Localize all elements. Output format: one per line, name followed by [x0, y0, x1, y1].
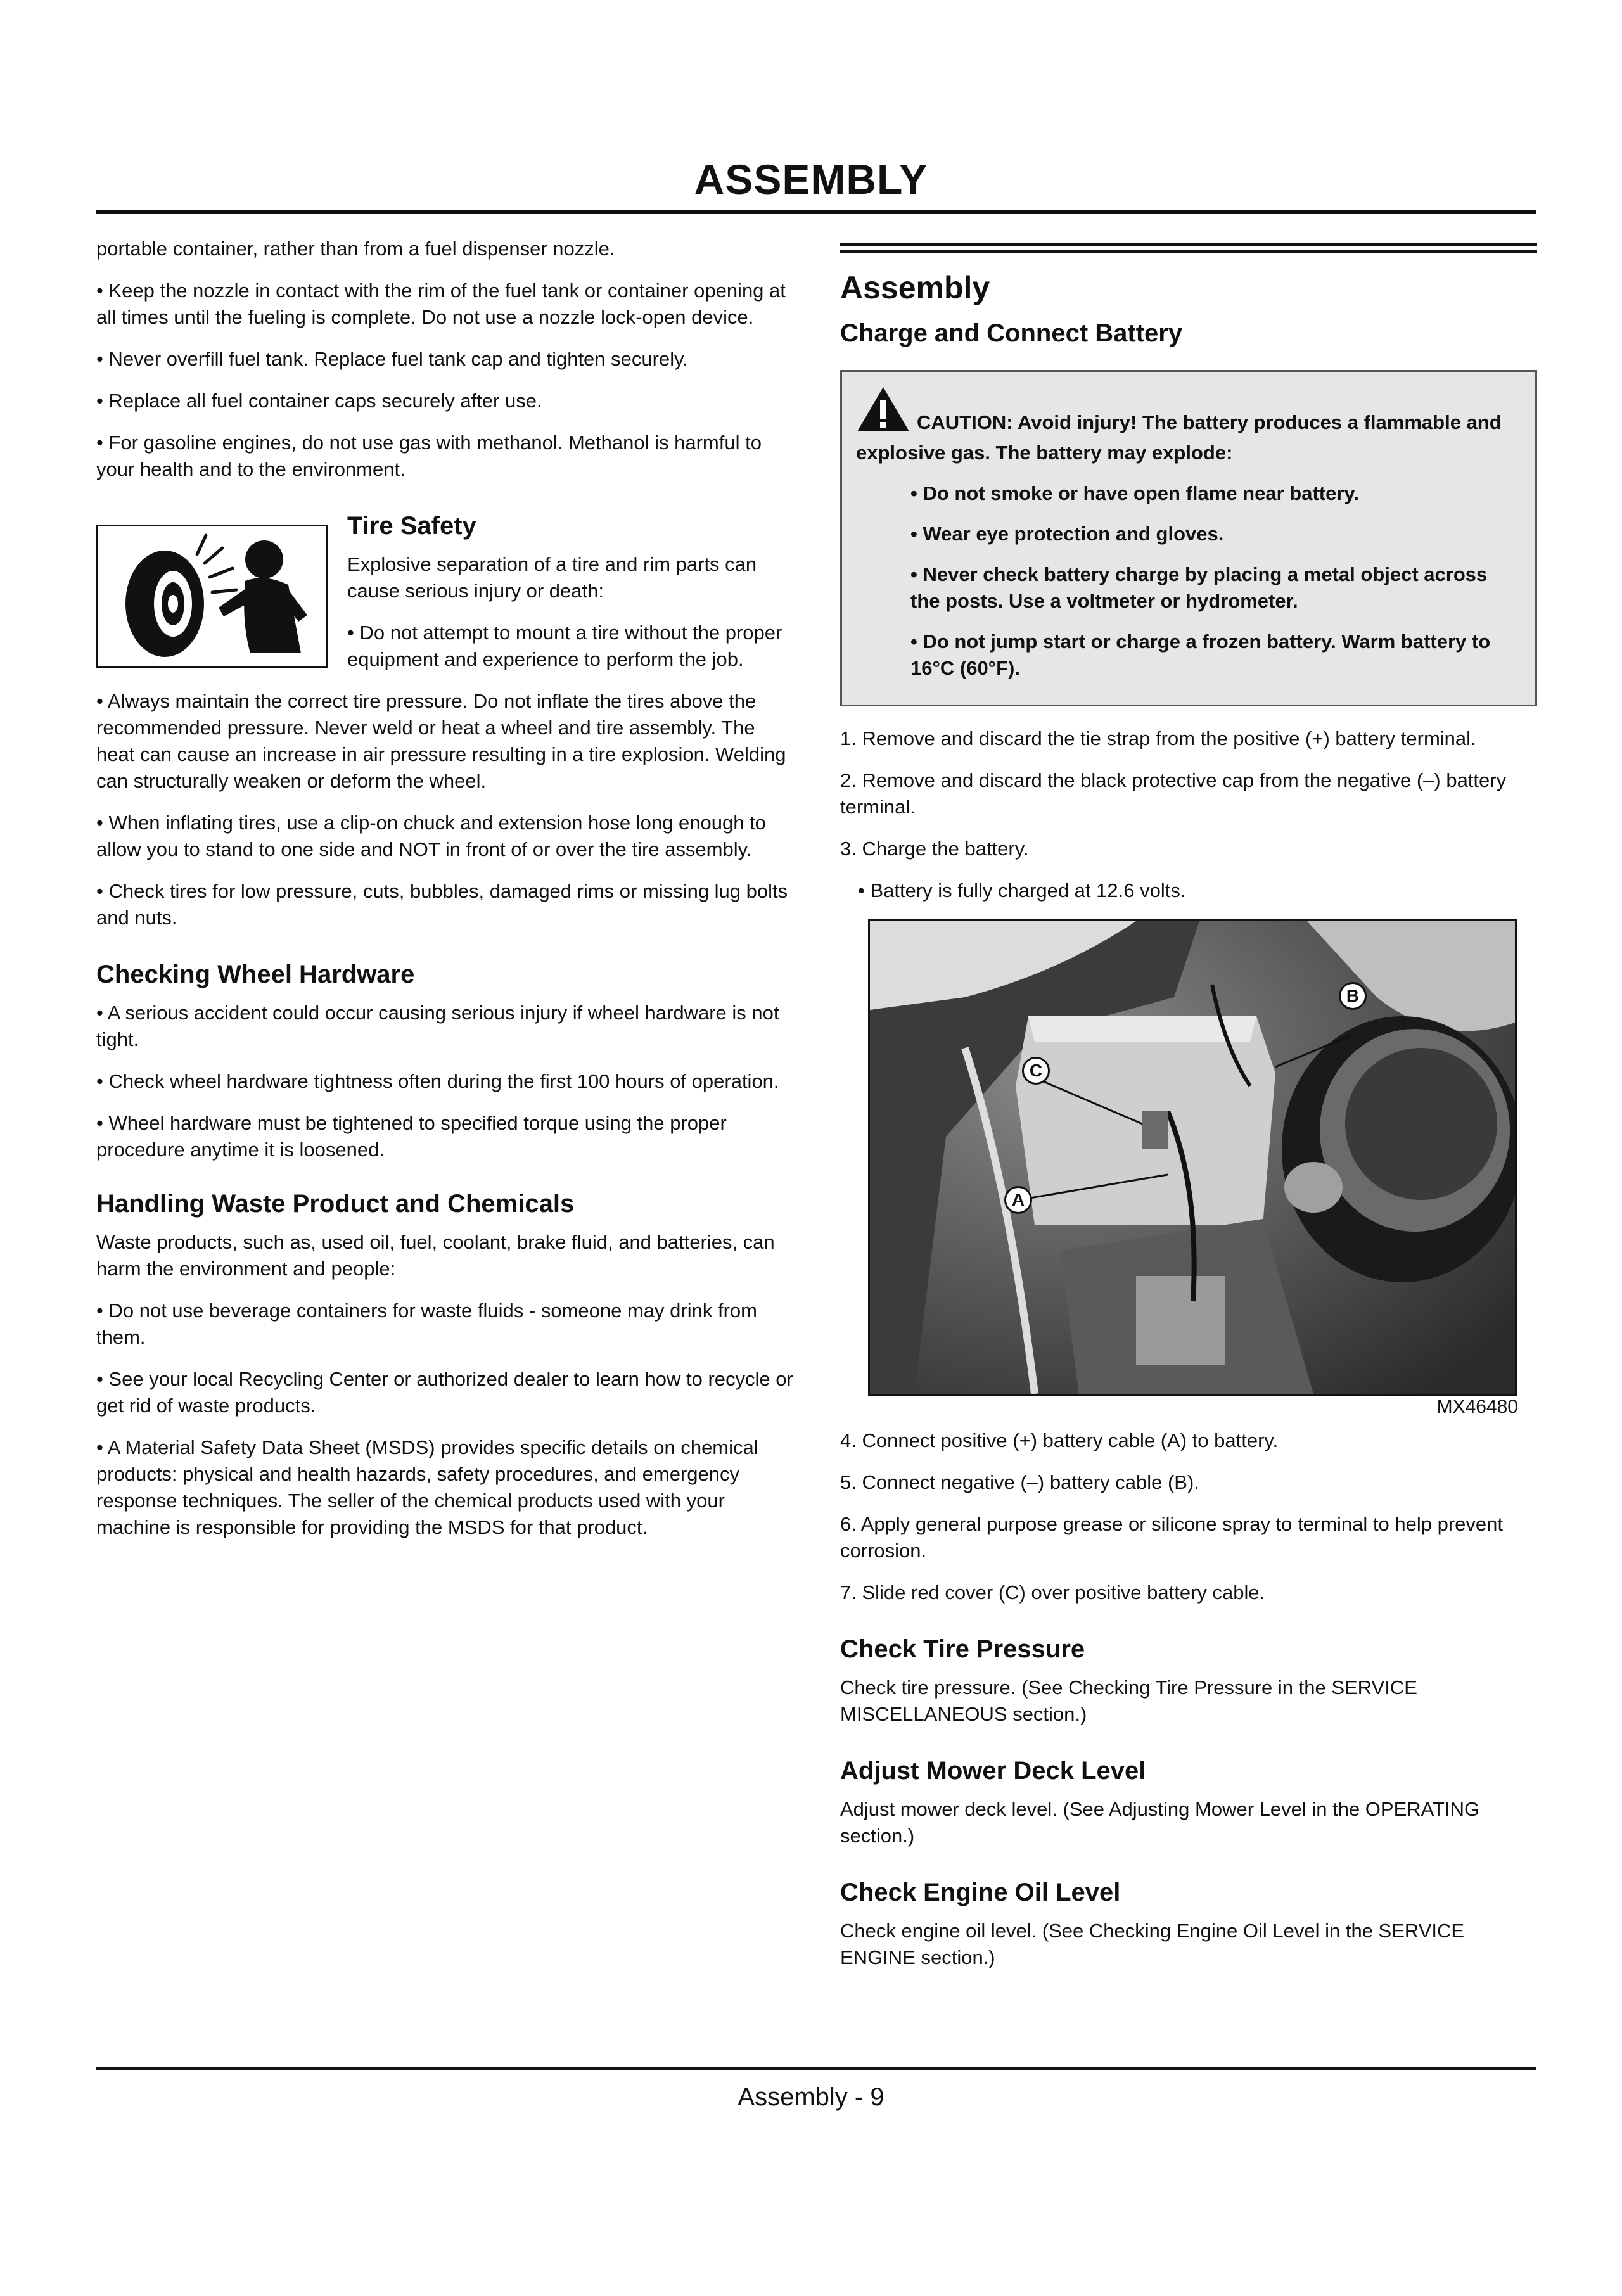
bullet-item: • Check tires for low pressure, cuts, bubbles, damaged rims or missing lug bolts and nuts. — [96, 880, 788, 929]
bullet-item: • A Material Safety Data Sheet (MSDS) provides specific details on chemical products: physical and health hazards, safety procedures, and emergency response techniques. The seller of the chemical products used with your machine is responsible for providing the MSDS for that product. — [96, 1436, 758, 1538]
paragraph: Waste products, such as, used oil, fuel, coolant, brake fluid, and batteries, can harm the environment and people: — [96, 1231, 775, 1280]
paragraph: Check tire pressure. (See Checking Tire Pressure in the SERVICE MISCELLANEOUS section.) — [840, 1676, 1417, 1725]
section-heading: Handling Waste Product and Chemicals — [96, 1190, 575, 1218]
bullet-item: • See your local Recycling Center or authorized dealer to learn how to recycle or get rid of waste products. — [96, 1368, 793, 1417]
bullet-item: • Do not use beverage containers for waste fluids - someone may drink from them. — [96, 1299, 757, 1348]
title-rule — [96, 210, 1536, 214]
right-column — [840, 236, 1537, 1986]
battery-photo — [868, 919, 1517, 1396]
warning-triangle-icon — [856, 386, 910, 440]
paragraph: Explosive separation of a tire and rim parts can cause serious injury or death: — [347, 553, 757, 602]
caution-lead: CAUTION: Avoid injury! The battery produces a flammable and explosive gas. The battery may explode: — [856, 386, 1521, 466]
section-double-rule — [840, 243, 1537, 253]
page-footer: Assembly - 9 — [738, 2083, 884, 2111]
caution-item: • Do not smoke or have open flame near battery. — [910, 482, 1359, 504]
section-heading: Checking Wheel Hardware — [96, 960, 415, 988]
section-heading: Check Engine Oil Level — [840, 1878, 1121, 1906]
bullet-item: • Keep the nozzle in contact with the rim of the fuel tank or container opening at all times until the fueling is complete. Do not use a nozzle lock-open device. — [96, 279, 786, 328]
section-heading: Tire Safety — [347, 512, 476, 540]
figure-code: MX46480 — [1436, 1396, 1518, 1417]
caution-item: • Never check battery charge by placing a metal object across the posts. Use a voltmeter or hydrometer. — [910, 563, 1488, 612]
bullet-item: • Always maintain the correct tire pressure. Do not inflate the tires above the recommended pressure. Never weld or heat a wheel and tire assembly. The heat can cause an increase in air pressure resulting in a tire explosion. Welding can structurally weaken or deform the wheel. — [96, 690, 786, 792]
tire-explosion-illustration — [96, 525, 328, 668]
caution-item: • Wear eye protection and gloves. — [910, 523, 1224, 545]
section-heading: Charge and Connect Battery — [840, 319, 1183, 347]
bullet-item: • Wheel hardware must be tightened to specified torque using the proper procedure anytime it is loosened. — [96, 1112, 727, 1161]
step-item: 7. Slide red cover (C) over positive battery cable. — [840, 1581, 1265, 1604]
paragraph: Adjust mower deck level. (See Adjusting Mower Level in the OPERATING section.) — [840, 1798, 1480, 1847]
paragraph: Check engine oil level. (See Checking Engine Oil Level in the SERVICE ENGINE section.) — [840, 1920, 1465, 1968]
step-item: 2. Remove and discard the black protective cap from the negative (–) battery terminal. — [840, 769, 1507, 818]
tire-safety-block — [96, 511, 793, 688]
step-item: 5. Connect negative (–) battery cable (B). — [840, 1471, 1199, 1493]
step-item: 3. Charge the battery. — [840, 838, 1029, 860]
bullet-item: • A serious accident could occur causing serious injury if wheel hardware is not tight. — [96, 1002, 779, 1050]
step-item: 6. Apply general purpose grease or silicone spray to terminal to help prevent corrosion. — [840, 1513, 1503, 1562]
callout-c: C — [1022, 1057, 1050, 1085]
bullet-item: • Do not attempt to mount a tire without the proper equipment and experience to perform the job. — [347, 622, 782, 670]
left-column — [96, 236, 793, 1556]
paragraph: portable container, rather than from a fuel dispenser nozzle. — [96, 238, 615, 260]
tire-safety-text — [347, 511, 793, 688]
bullet-item: • Check wheel hardware tightness often during the first 100 hours of operation. — [96, 1070, 779, 1092]
section-title: Assembly — [840, 270, 990, 305]
callout-a: A — [1004, 1186, 1032, 1214]
bullet-item: • Never overfill fuel tank. Replace fuel tank cap and tighten securely. — [96, 348, 688, 370]
footer-rule — [96, 2067, 1536, 2070]
caution-box — [840, 370, 1537, 706]
callout-b: B — [1339, 982, 1367, 1010]
page-title: ASSEMBLY — [694, 156, 928, 203]
section-heading: Adjust Mower Deck Level — [840, 1757, 1146, 1785]
step-item: 1. Remove and discard the tie strap from the positive (+) battery terminal. — [840, 727, 1476, 749]
step-item: 4. Connect positive (+) battery cable (A) to battery. — [840, 1429, 1279, 1451]
bullet-item: • When inflating tires, use a clip-on chuck and extension hose long enough to allow you to stand to one side and NOT in front of or over the tire assembly. — [96, 812, 766, 860]
bullet-item: • Replace all fuel container caps securely after use. — [96, 390, 542, 412]
section-heading: Check Tire Pressure — [840, 1635, 1085, 1663]
sub-bullet-item: • Battery is fully charged at 12.6 volts. — [858, 879, 1186, 902]
caution-item: • Do not jump start or charge a frozen battery. Warm battery to 16°C (60°F). — [910, 630, 1491, 679]
bullet-item: • For gasoline engines, do not use gas with methanol. Methanol is harmful to your health and to the environment. — [96, 431, 762, 480]
